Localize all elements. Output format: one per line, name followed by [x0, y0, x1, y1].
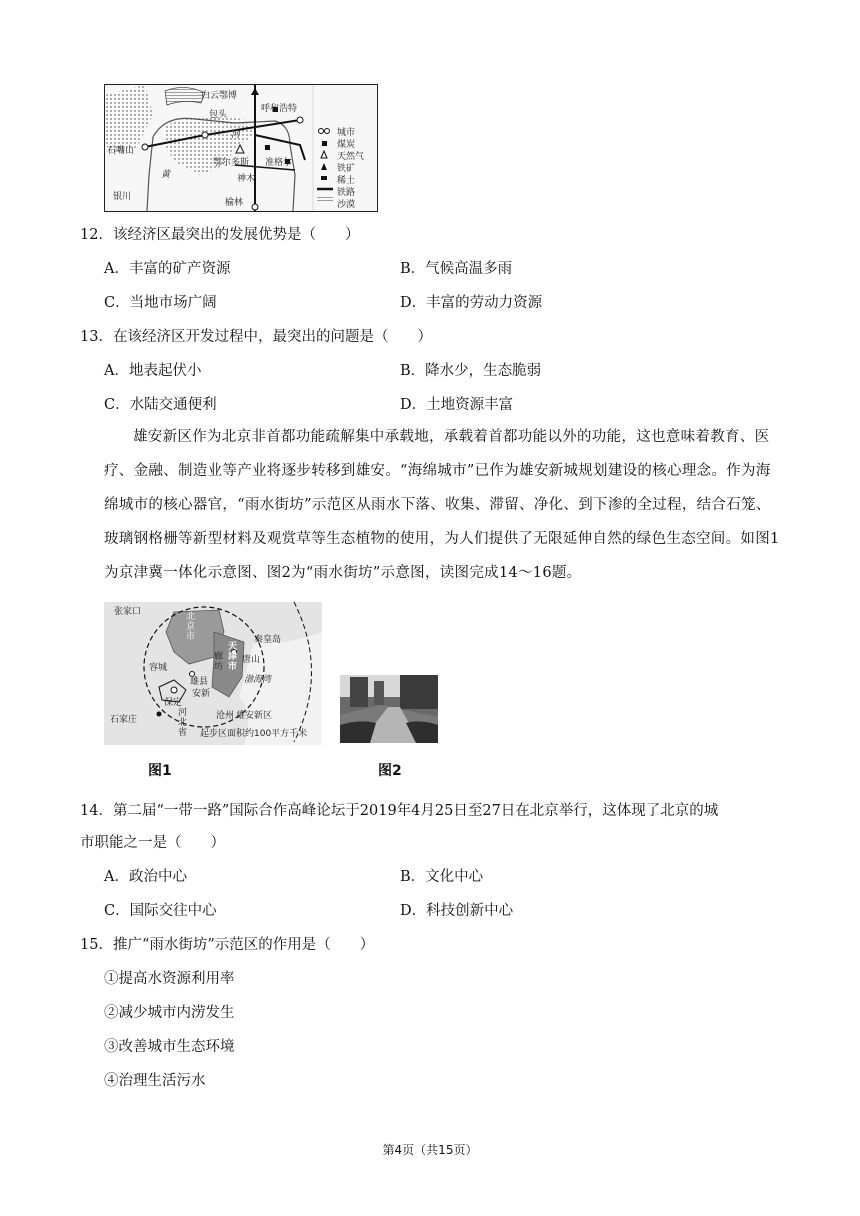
map-label-beijing: 北京市	[186, 612, 196, 642]
q13-option-a: A．地表起伏小	[104, 363, 202, 379]
q13-option-c: C．水陆交通便利	[104, 397, 217, 413]
q13-option-d: D．土地资源丰富	[400, 397, 514, 413]
legend-coal: 煤炭	[337, 140, 356, 150]
resource-map	[104, 84, 378, 212]
map-label: 河	[231, 130, 241, 140]
map-label: 唐山	[242, 655, 261, 665]
map-label: 雄县	[190, 677, 209, 687]
map-label: 廊坊	[214, 652, 224, 672]
legend-city: 城市	[337, 128, 356, 138]
map-label: 准格尔	[265, 158, 293, 168]
legend-iron: 铁矿	[337, 164, 356, 174]
map-label: 秦皇岛	[254, 635, 282, 645]
map-label: 雄安新区	[236, 711, 273, 721]
map-label: 安新	[192, 689, 211, 699]
q15-item-4: ④治理生活污水	[104, 1073, 206, 1089]
question-12-stem: 12．该经济区最突出的发展优势是（ ）	[80, 227, 360, 243]
q14-option-a: A．政治中心	[104, 869, 187, 885]
jingjinji-map	[104, 602, 322, 745]
question-13-stem: 13．在该经济区开发过程中，最突出的问题是（ ）	[80, 329, 432, 345]
legend-desert: 沙漠	[337, 200, 356, 210]
page-footer: 第4页（共15页）	[382, 1143, 478, 1157]
legend-railway: 铁路	[337, 188, 356, 198]
q12-option-b: B．气候高温多雨	[400, 261, 513, 277]
question-14-stem-line2: 市职能之一是（ ）	[80, 835, 225, 851]
q15-item-2: ②减少城市内涝发生	[104, 1005, 235, 1021]
q12-option-a: A．丰富的矿产资源	[104, 261, 231, 277]
map-label: 包头	[209, 110, 228, 120]
figure-2-caption: 图2	[378, 763, 402, 779]
sand-band	[165, 87, 205, 105]
q15-item-1: ①提高水资源利用率	[104, 971, 235, 987]
question-15-stem: 15．推广“雨水街坊”示范区的作用是（ ）	[80, 937, 375, 953]
map-label: 呼和浩特	[261, 104, 298, 114]
q12-option-d: D．丰富的劳动力资源	[400, 295, 543, 311]
legend-rare-earth: 稀土	[337, 176, 356, 186]
map-label: 石嘴山	[107, 146, 135, 156]
map-label: 黄	[161, 170, 171, 180]
q14-option-b: B．文化中心	[400, 869, 484, 885]
map-label: 河北省	[178, 708, 188, 738]
figure-1-caption: 图1	[148, 763, 172, 779]
map-label: 榆林	[225, 198, 244, 208]
q13-option-b: B．降水少，生态脆弱	[400, 363, 542, 379]
map-label: 神木	[237, 174, 256, 184]
q12-option-c: C．当地市场广阔	[104, 295, 217, 311]
q15-item-3: ③改善城市生态环境	[104, 1039, 235, 1055]
map-label: 张家口	[114, 607, 142, 617]
map-label: 鄂尔多斯	[213, 158, 250, 168]
map-label-area: 起步区面积约100平方千米	[200, 729, 308, 739]
reading-passage: 雄安新区作为北京非首都功能疏解集中承载地，承载着首都功能以外的功能，这也意味着教育、医疗、金融、制造业等产业将逐步转移到雄安。“海绵城市”已作为雄安新城规划建设的核心理念。作为海绵城市的核心器官，“雨水街坊”示范区从雨水下落、收集、滞留、净化、到下渗的全过程，结合石笼、玻璃钢格栅等新型材料及观赏草等生态植物的使用，为人们提供了无限延伸自然的绿色生态空间。如图1为京津冀一体化示意图、图2为“雨水街坊”示意图，读图完成14～16题。	[104, 429, 780, 581]
map-label: 保定	[164, 698, 183, 708]
map-label: 容城	[149, 663, 168, 673]
rain-street-photo	[340, 675, 438, 743]
map-label: 白云鄂博	[201, 91, 238, 101]
legend-gas: 天然气	[337, 152, 365, 162]
q14-option-c: C．国际交往中心	[104, 903, 217, 919]
map-label: 银川	[113, 192, 132, 202]
map-label: 石家庄	[110, 715, 138, 725]
map-label: 渤海湾	[244, 675, 272, 685]
q14-option-d: D．科技创新中心	[400, 903, 514, 919]
map-label-tianjin: 天津市	[228, 642, 238, 672]
question-14-stem-line1: 14．第二届“一带一路”国际合作高峰论坛于2019年4月25日至27日在北京举行，这体现了北京的城	[80, 803, 719, 819]
map-label: 沧州	[216, 711, 235, 721]
